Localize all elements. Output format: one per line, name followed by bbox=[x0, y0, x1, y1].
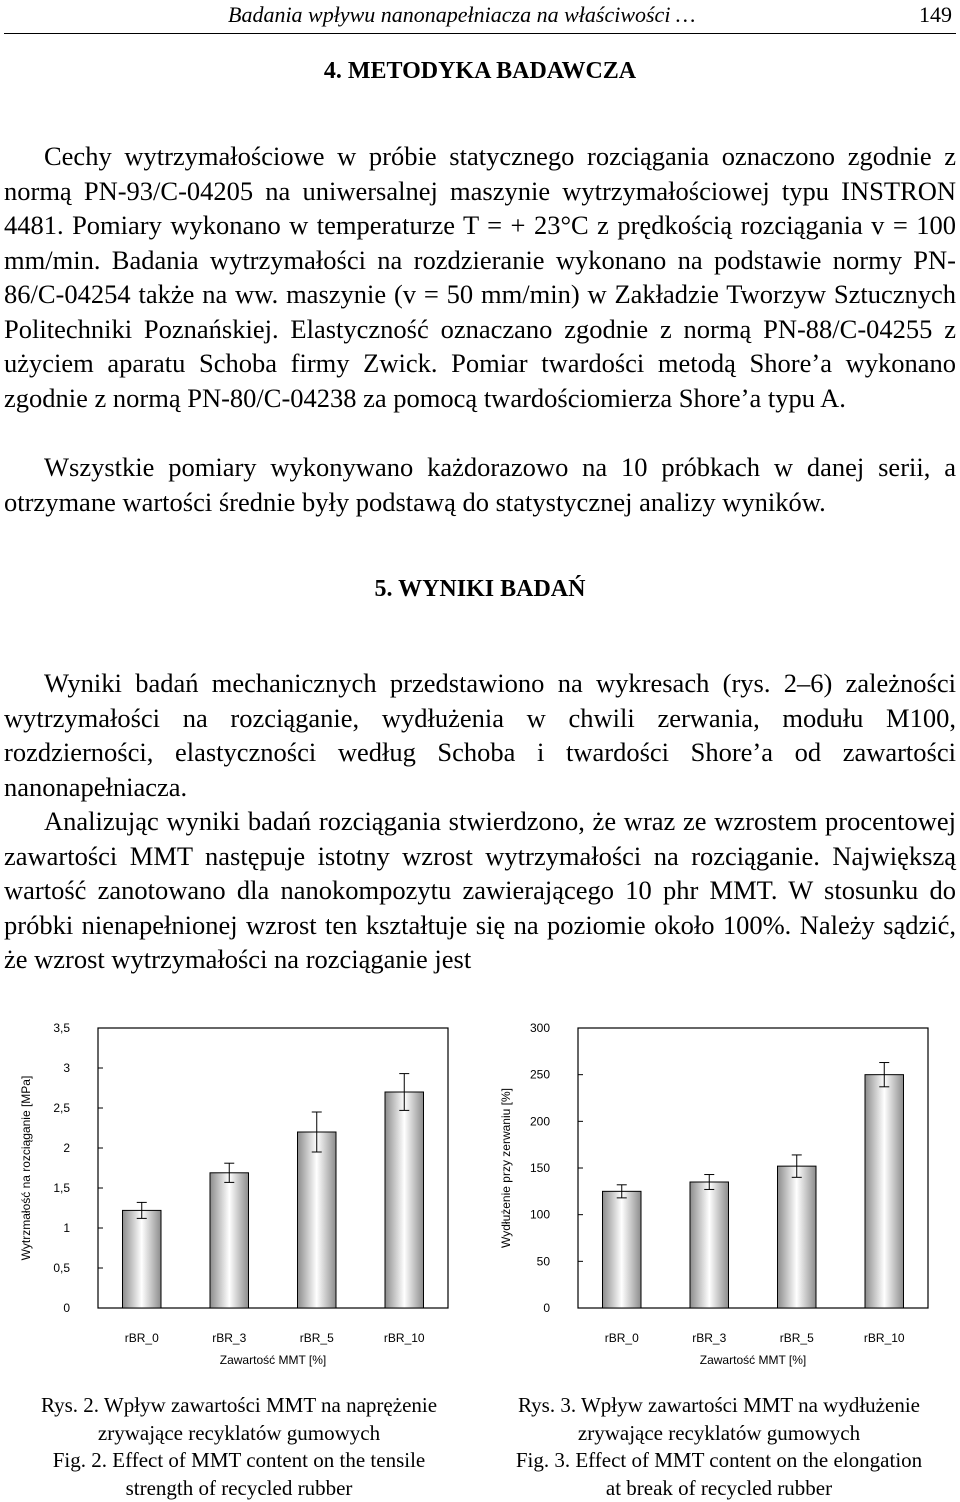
y-tick-label: 0,5 bbox=[53, 1261, 70, 1275]
bar bbox=[603, 1191, 642, 1308]
bar bbox=[210, 1173, 249, 1308]
bar bbox=[385, 1092, 424, 1308]
section-5-heading: 5. WYNIKI BADAŃ bbox=[0, 576, 960, 603]
x-tick-label: rBR_0 bbox=[605, 1331, 639, 1345]
y-axis-label: Wytrzmałość na rozciąganie [MPa] bbox=[19, 1076, 33, 1261]
figure-3-caption-en-line-1: Fig. 3. Effect of MMT content on the elongation bbox=[478, 1447, 960, 1475]
y-tick-label: 50 bbox=[537, 1254, 551, 1268]
tensile-strength-chart-svg bbox=[10, 1012, 470, 1372]
figure-3-caption bbox=[478, 1392, 960, 1502]
section-4-paragraph-1: Cechy wytrzymałościowe w próbie statycznego rozciągania oznaczono zgodnie z normą PN-93/C-04205 na uniwersalnej maszynie wytrzymałościowej typu INSTRON 4481. Pomiary wykonano w temperaturze T = + 23°C z prędkością rozciągania v = 100 mm/min. Badania wytrzymałości na rozdzieranie wykonano na podstawie normy PN-86/C-04254 także na ww. maszynie (v = 50 mm/min) w Zakładzie Tworzyw Sztucznych Politechniki Poznańskiej. Elastyczność oznaczano zgodnie z normą PN-88/C-04255 z użyciem aparatu Schoba firmy Zwick. Pomiar twardości metodą Shore’a wykonano zgodnie z normą PN-80/C-04238 za pomocą twardościomierza Shore’a typu A. bbox=[4, 139, 956, 415]
elongation-chart-svg bbox=[490, 1012, 950, 1372]
x-tick-label: rBR_5 bbox=[780, 1331, 814, 1345]
y-tick-label: 3 bbox=[63, 1061, 70, 1075]
bar bbox=[865, 1075, 904, 1308]
bar bbox=[298, 1132, 337, 1308]
x-tick-label: rBR_5 bbox=[300, 1331, 334, 1345]
x-tick-label: rBR_0 bbox=[125, 1331, 159, 1345]
figure-2-caption-en-line-2: strength of recycled rubber bbox=[0, 1475, 478, 1502]
y-tick-label: 300 bbox=[530, 1021, 550, 1035]
y-tick-label: 2 bbox=[63, 1141, 70, 1155]
x-tick-label: rBR_3 bbox=[212, 1331, 246, 1345]
figure-2-caption-pl-line-2: zrywające recyklatów gumowych bbox=[0, 1420, 478, 1448]
x-axis-label: Zawartość MMT [%] bbox=[700, 1353, 806, 1367]
figure-3-caption-pl-line-2: zrywające recyklatów gumowych bbox=[478, 1420, 960, 1448]
header-rule bbox=[4, 33, 956, 34]
running-title: Badania wpływu nanonapełniacza na właściwości … bbox=[228, 2, 696, 28]
y-tick-label: 150 bbox=[530, 1161, 550, 1175]
x-tick-label: rBR_10 bbox=[864, 1331, 905, 1345]
y-tick-label: 0 bbox=[543, 1301, 550, 1315]
figure-2-caption-en-line-1: Fig. 2. Effect of MMT content on the tensile bbox=[0, 1447, 478, 1475]
elongation-chart bbox=[490, 1012, 950, 1372]
bar bbox=[778, 1166, 817, 1308]
figure-2-caption-pl-line-1: Rys. 2. Wpływ zawartości MMT na naprężenie bbox=[0, 1392, 478, 1420]
section-5-paragraph-2: Analizując wyniki badań rozciągania stwierdzono, że wraz ze wzrostem procentowej zawartości MMT następuje istotny wzrost wytrzymałości na rozciąganie. Największą wartość zanotowano dla nanokompozytu zawierającego 10 phr MMT. W stosunku do próbki nienapełnionej wzrost ten kształtuje się na poziomie około 100%. Należy sądzić, że wzrost wytrzymałości na rozciąganie jest bbox=[4, 804, 956, 977]
bar bbox=[123, 1210, 162, 1308]
figure-3-caption-en-line-2: at break of recycled rubber bbox=[478, 1475, 960, 1502]
bar bbox=[690, 1182, 729, 1308]
tensile-strength-chart bbox=[10, 1012, 470, 1372]
y-tick-label: 250 bbox=[530, 1068, 550, 1082]
y-tick-label: 3,5 bbox=[53, 1021, 70, 1035]
figure-3-caption-pl-line-1: Rys. 3. Wpływ zawartości MMT na wydłużenie bbox=[478, 1392, 960, 1420]
figure-2-caption bbox=[0, 1392, 478, 1502]
y-axis-label: Wydłużenie przy zerwaniu [%] bbox=[499, 1088, 513, 1248]
section-4-paragraph-2: Wszystkie pomiary wykonywano każdorazowo na 10 próbkach w danej serii, a otrzymane wartości średnie były podstawą do statystycznej analizy wyników. bbox=[4, 450, 956, 519]
running-header bbox=[0, 0, 960, 34]
y-tick-label: 0 bbox=[63, 1301, 70, 1315]
x-axis-label: Zawartość MMT [%] bbox=[220, 1353, 326, 1367]
y-tick-label: 2,5 bbox=[53, 1101, 70, 1115]
section-4-heading: 4. METODYKA BADAWCZA bbox=[0, 58, 960, 85]
y-tick-label: 200 bbox=[530, 1114, 550, 1128]
x-tick-label: rBR_10 bbox=[384, 1331, 425, 1345]
y-tick-label: 1 bbox=[63, 1221, 70, 1235]
x-tick-label: rBR_3 bbox=[692, 1331, 726, 1345]
page-number: 149 bbox=[919, 2, 952, 28]
y-tick-label: 100 bbox=[530, 1208, 550, 1222]
section-5-paragraph-1: Wyniki badań mechanicznych przedstawiono na wykresach (rys. 2–6) zależności wytrzymałości na rozciąganie, wydłużenia w chwili zerwania, modułu M100, rozdzierności, elastyczności według Schoba i twardości Shore’a od zawartości nanonapełniacza. bbox=[4, 666, 956, 804]
y-tick-label: 1,5 bbox=[53, 1181, 70, 1195]
